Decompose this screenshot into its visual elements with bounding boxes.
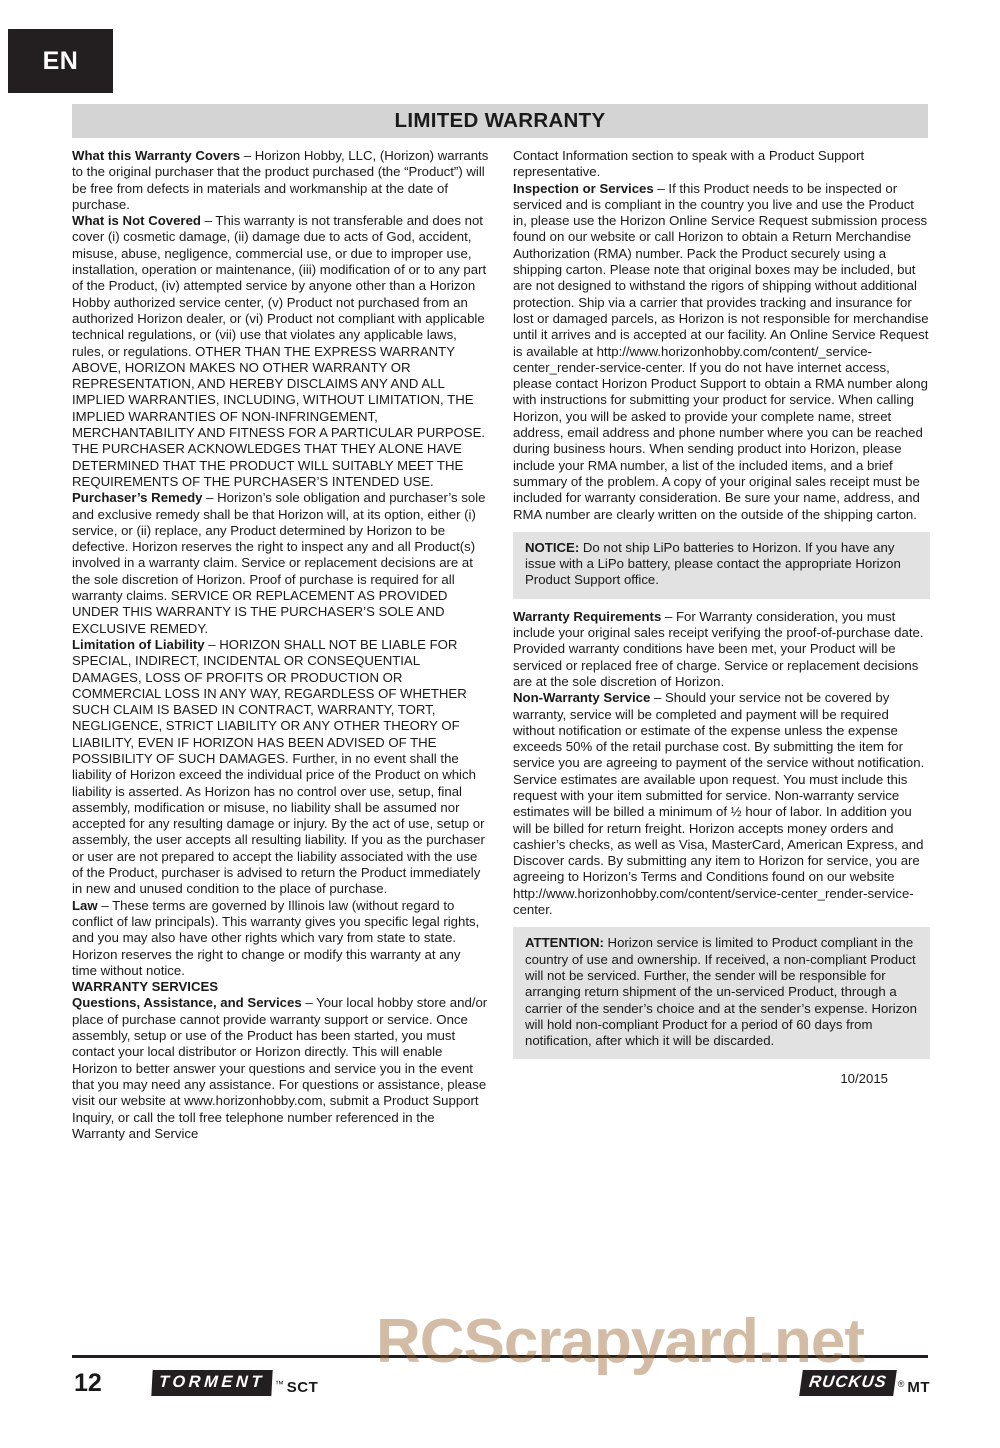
paragraph-lead: Purchaser’s Remedy <box>72 490 203 506</box>
paragraph-dash: – <box>97 897 113 913</box>
paragraph-dash: – <box>661 608 676 624</box>
notice-box-lead: NOTICE: <box>525 539 580 555</box>
footer-divider <box>72 1355 928 1358</box>
paragraph-lead: What is Not Covered <box>72 213 201 229</box>
paragraph-questions-assistance <box>72 995 489 1142</box>
page-title-band <box>72 104 928 138</box>
attention-box-text: Horizon service is limited to Product compliant in the country of use and ownership. If received, a non-compliant Product will not be serviced. Further, the sender will be responsible for arranging return shipment of the un-serviced Product, through a carrier of the sender’s choice and at the sender’s expense. Horizon will hold non-compliant Product for a period of 60 days from notification, after which it will be discarded. <box>525 935 917 1049</box>
section-heading-warranty-services: WARRANTY SERVICES <box>72 979 219 995</box>
paragraph-dash: – <box>650 690 665 706</box>
body-columns <box>72 148 930 1338</box>
ruckus-logo <box>801 1370 930 1396</box>
right-column <box>513 148 930 1338</box>
watermark-text: RCScrapyard.net <box>376 1307 865 1376</box>
paragraph-lead: Questions, Assistance, and Services <box>72 995 302 1011</box>
paragraph-dash: – <box>653 180 669 196</box>
paragraph-text: This warranty is not transferable and does not cover (i) cosmetic damage, (ii) damage due to acts of God, accident, misuse, abuse, negligence, commercial use, or due to improper use, installation, operation or maintenance, (iii) modification of or to any part of the Product, (iv) attempted service by anyone other than a Horizon Hobby authorized service center, (v) Product not purchased from an authorized Horizon dealer, or (vi) Product not compliant with applicable technical regulations, or (vii) use that violates any applicable laws, rules, or regulations. OTHER THAN THE EXPRESS WARRANTY ABOVE, HORIZON MAKES NO OTHER WARRANTY OR REPRESENTATION, AND HEREBY DISCLAIMS ANY AND ALL IMPLIED WARRANTIES, INCLUDING, WITHOUT LIMITATION, THE IMPLIED WARRANTIES OF NON-INFRINGEMENT, MERCHANTABILITY AND FITNESS FOR A PARTICULAR PURPOSE. THE PURCHASER ACKNOWLEDGES THAT THEY ALONE HAVE DETERMINED THAT THE PRODUCT WILL SUITABLY MEET THE REQUIREMENTS OF THE PURCHASER’S INTENDED USE. <box>72 213 487 489</box>
paragraph-text: Horizon Hobby, LLC, (Horizon) warrants to the original purchaser that the product purchased (the “Product”) will be free from defects in materials and workmanship at the date of purchase. <box>72 148 489 212</box>
attention-box-lead: ATTENTION: <box>525 935 604 951</box>
paragraph-dash: – <box>200 213 216 229</box>
paragraph-lead: Non-Warranty Service <box>513 690 651 706</box>
paragraph-warranty-requirements <box>513 609 930 690</box>
paragraph-text: Your local hobby store and/or place of purchase cannot provide warranty support or service. Once assembly, setup or use of the Product has been started, you must contact your local distributor or Horizon directly. This will enable Horizon to better answer your questions and service you in the event that you may need any assistance. For questions or assistance, please visit our website at www.horizonhobby.com, submit a Product Support Inquiry, or call the toll free telephone number referenced in the Warranty and Service <box>72 995 488 1141</box>
attention-box <box>513 927 930 1059</box>
registered-trademark-icon: ® <box>897 1379 905 1389</box>
torment-logo <box>152 1370 318 1396</box>
paragraph-contact-continuation: Contact Information section to speak with a Product Support representative. <box>513 148 865 180</box>
paragraph-lead: What this Warranty Covers <box>72 148 241 163</box>
torment-suffix: SCT <box>286 1379 319 1396</box>
paragraph-dash: – <box>202 490 218 506</box>
notice-box-text: Do not ship LiPo batteries to Horizon. If you have any issue with a LiPo battery, please contact the appropriate Horizon Product Support office. <box>525 539 901 588</box>
paragraph-limitation-of-liability <box>72 637 489 898</box>
paragraph-purchasers-remedy <box>72 490 489 637</box>
language-tab-label: EN <box>42 46 79 75</box>
page-title: LIMITED WARRANTY <box>394 109 606 132</box>
paragraph-lead: Inspection or Services <box>513 180 654 196</box>
paragraph-dash: – <box>301 995 317 1011</box>
paragraph-text: These terms are governed by Illinois law (without regard to conflict of law principals). This warranty gives you specific legal rights, and you may also have other rights which vary from state to state. Horizon reserves the right to change or modify this warranty at any time without notice. <box>72 897 480 978</box>
page-number: 12 <box>74 1369 102 1397</box>
paragraph-not-covered <box>72 213 489 490</box>
paragraph-non-warranty-service <box>513 690 930 918</box>
paragraph-text: Horizon’s sole obligation and purchaser’s sole and exclusive remedy shall be that Horizon will, at its option, either (i) service, or (ii) replace, any Product determined by Horizon to be defective. Horizon reserves the right to inspect any and all Product(s) involved in a warranty claim. Service or replacement decisions are at the sole discretion of Horizon. Proof of purchase is required for all warranty claims. SERVICE OR REPLACEMENT AS PROVIDED UNDER THIS WARRANTY IS THE PURCHASER’S SOLE AND EXCLUSIVE REMEDY. <box>72 490 486 636</box>
ruckus-wordmark: RUCKUS <box>799 1370 896 1396</box>
trademark-icon: ™ <box>274 1379 284 1389</box>
paragraph-lead: Warranty Requirements <box>513 608 662 624</box>
notice-box <box>513 532 930 599</box>
page-footer <box>72 1362 930 1418</box>
paragraph-what-covers <box>72 148 489 213</box>
left-column <box>72 148 489 1338</box>
revision-date: 10/2015 <box>840 1071 888 1087</box>
paragraph-law <box>72 898 489 979</box>
paragraph-text: HORIZON SHALL NOT BE LIABLE FOR SPECIAL, INDIRECT, INCIDENTAL OR CONSEQUENTIAL DAMAGES, LOSS OF PROFITS OR PRODUCTION OR COMMERCIAL LOSS IN ANY WAY, REGARDLESS OF WHETHER SUCH CLAIM IS BASED IN CONTRACT, WARRANTY, TORT, NEGLIGENCE, STRICT LIABILITY OR ANY OTHER THEORY OF LIABILITY, EVEN IF HORIZON HAS BEEN ADVISED OF THE POSSIBILITY OF SUCH DAMAGES. Further, in no event shall the liability of Horizon exceed the individual price of the Product on which liability is asserted. As Horizon has no control over use, setup, final assembly, modification or misuse, no liability shall be assumed nor accepted for any resulting damage or injury. By the act of use, setup or assembly, the user accepts all resulting liability. If you as the purchaser or user are not prepared to accept the liability associated with the use of the Product, purchaser is advised to return the Product immediately in new and unused condition to the place of purchase. <box>72 636 485 897</box>
paragraph-lead: Law <box>72 897 98 913</box>
paragraph-inspection-or-services <box>513 181 930 523</box>
language-tab <box>8 29 113 93</box>
paragraph-text: For Warranty consideration, you must include your original sales receipt verifying the proof-of-purchase date. Provided warranty conditions have been met, your Product will be serviced or replaced free of charge. Service or replacement decisions are at the sole discretion of Horizon. <box>513 608 924 689</box>
paragraph-text: Should your service not be covered by warranty, service will be completed and payment will be required without notification or estimate of the expense unless the expense exceeds 50% of the retail purchase cost. By submitting the item for service you are agreeing to payment of the service without notification. Service estimates are available upon request. You must include this request with your item submitted for service. Non-warranty service estimates will be billed a minimum of ½ hour of labor. In addition you will be billed for return freight. Horizon accepts money orders and cashier’s checks, as well as Visa, MasterCard, American Express, and Discover cards. By submitting any item to Horizon for service, you are agreeing to Horizon’s Terms and Conditions found on our website http://www.horizonhobby.com/content/service-center_render-service-center. <box>513 690 925 918</box>
ruckus-suffix: MT <box>907 1379 930 1396</box>
torment-wordmark: TORMENT <box>151 1370 272 1396</box>
paragraph-lead: Limitation of Liability <box>72 636 205 652</box>
paragraph-dash: – <box>204 636 220 652</box>
paragraph-text: If this Product needs to be inspected or serviced and is compliant in the country you live and use the Product in, please use the Horizon Online Service Request submission process found on our website or call Horizon to obtain a Return Merchandise Authorization (RMA) number. Pack the Product securely using a shipping carton. Please note that original boxes may be included, but are not designed to withstand the rigors of shipping without additional protection. Ship via a carrier that provides tracking and insurance for lost or damaged parcels, as Horizon is not responsible for merchandise until it arrives and is accepted at our facility. An Online Service Request is available at http://www.horizonhobby.com/content/_service-center_render-service-center. If you do not have internet access, please contact Horizon Product Support to obtain a RMA number along with instructions for submitting your product for service. When calling Horizon, you will be asked to provide your complete name, street address, email address and phone number where you can be reached during business hours. When sending product into Horizon, please include your RMA number, a list of the included items, and a brief summary of the problem. A copy of your original sales receipt must be included for warranty consideration. Be sure your name, address, and RMA number are clearly written on the outside of the shipping carton. <box>513 180 929 522</box>
paragraph-dash: – <box>240 148 255 163</box>
